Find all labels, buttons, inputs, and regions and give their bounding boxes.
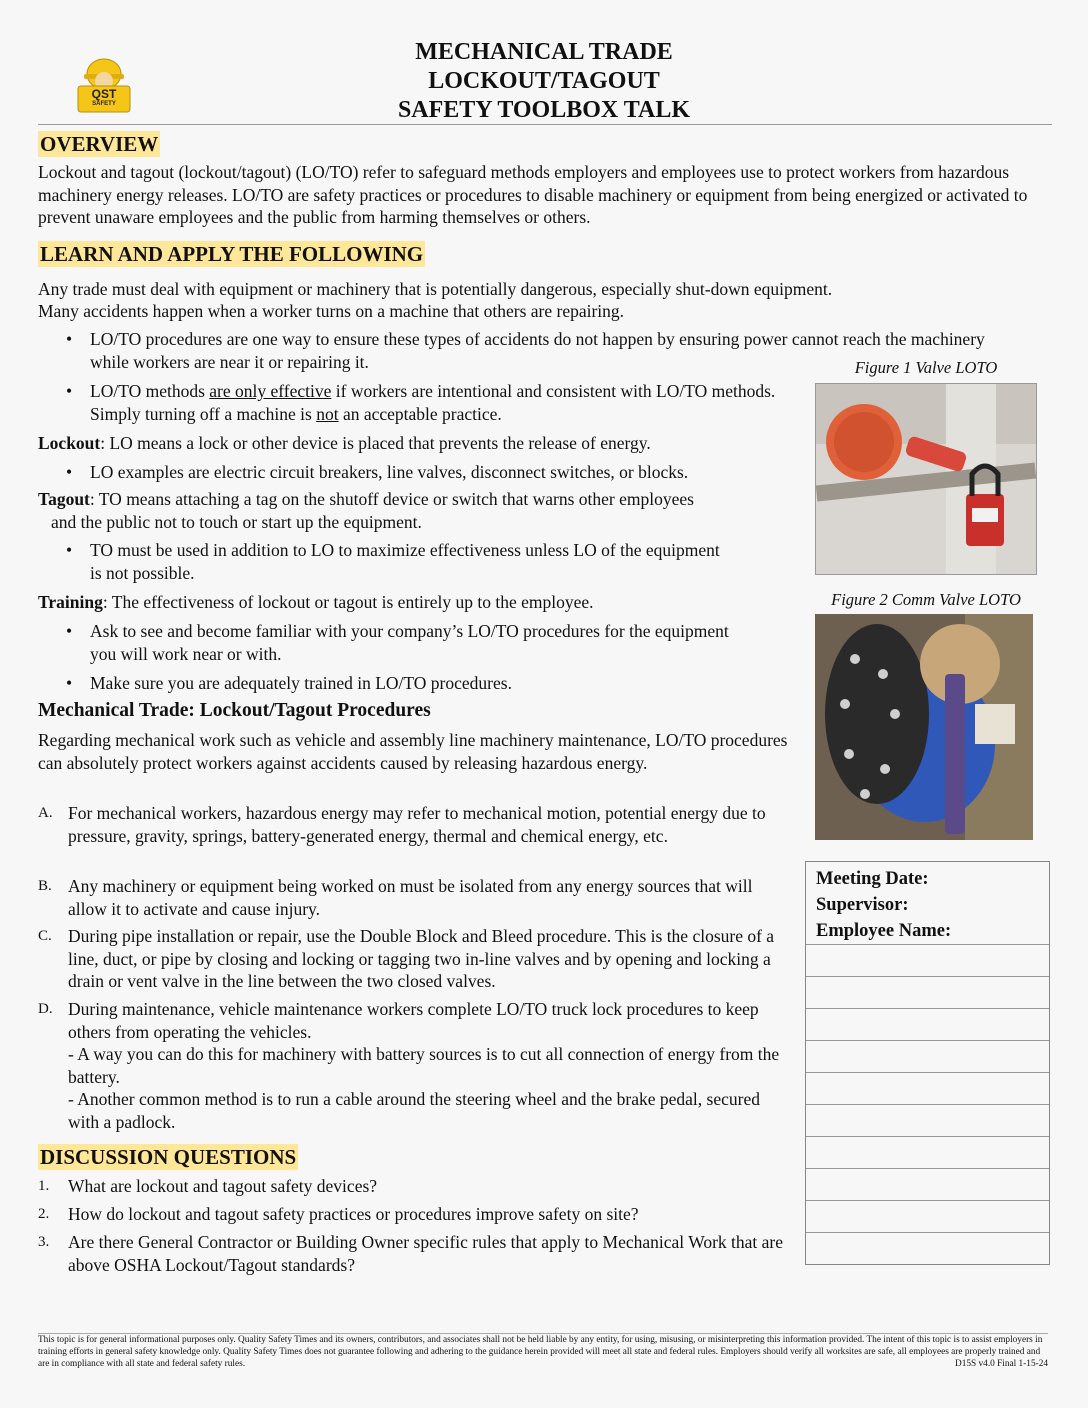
sign-in-table bbox=[805, 861, 1050, 1265]
signature-row[interactable] bbox=[806, 1169, 1049, 1201]
figure-2-photo bbox=[815, 614, 1033, 840]
figure-1-photo bbox=[815, 383, 1037, 575]
procedure-d-sub-2: - Another common method is to run a cable around the steering wheel and the brake pedal, secured with a padlock. bbox=[68, 1089, 760, 1132]
list-item: • LO/TO methods are only effective if workers are intentional and consistent with LO/TO methods. Simply turning off a machine is not an acceptable practice. bbox=[66, 381, 776, 424]
sign-in-header bbox=[806, 862, 1049, 945]
learn-intro-1: Any trade must deal with equipment or machinery that is potentially dangerous, especially shut-down equipment. bbox=[38, 279, 833, 299]
list-item: • Make sure you are adequately trained in LO/TO procedures. bbox=[66, 673, 512, 693]
list-item: • Ask to see and become familiar with your company’s LO/TO procedures for the equipment you will work near or with. bbox=[66, 621, 729, 664]
footer bbox=[38, 1333, 1048, 1370]
list-item: 3. Are there General Contractor or Building Owner specific rules that apply to Mechanical Work that are above OSHA Lockout/Tagout standards? bbox=[38, 1232, 784, 1275]
signature-row[interactable] bbox=[806, 1233, 1049, 1264]
footer-disclaimer: This topic is for general informational purposes only. Quality Safety Times and its owners, contributors, and associates shall not be held liable by any entity, for using, misusing, or misinterpreting this information provided. The intent of this topic is to assist employers in training efforts in general safety knowledge only. Quality Safety Times does not guarantee following and adhering to the guidance herein provided will meet all state and federal rules. Employers should verify all worksites are safe, all employees are properly trained and are in compliance with all state and federal safety rules. bbox=[38, 1335, 1043, 1369]
list-item: • LO/TO procedures are one way to ensure these types of accidents do not happen by ensuring power cannot reach the machinery while workers are near it or repairing it. bbox=[66, 329, 985, 372]
signature-row[interactable] bbox=[806, 1009, 1049, 1041]
overview-text: Lockout and tagout (lockout/tagout) (LO/TO) refer to safeguard methods employers and employees use to protect workers from hazardous machinery energy releases. LO/TO are safety practices or procedures to disable machinery or equipment from being energized or activated to prevent unaware employees and the public from harming themselves or others. bbox=[38, 162, 1028, 227]
signature-row[interactable] bbox=[806, 1137, 1049, 1169]
list-item: • LO examples are electric circuit breakers, line valves, disconnect switches, or blocks. bbox=[66, 462, 689, 482]
signature-row[interactable] bbox=[806, 945, 1049, 977]
title-line-1: MECHANICAL TRADE bbox=[415, 39, 673, 65]
learn-heading: LEARN AND APPLY THE FOLLOWING bbox=[40, 242, 424, 266]
list-item: • TO must be used in addition to LO to maximize effectiveness unless LO of the equipment is not possible. bbox=[66, 540, 720, 583]
procedures-intro: Regarding mechanical work such as vehicle and assembly line machinery maintenance, LO/TO procedures can absolutely protect workers against accidents caused by releasing hazardous energy. bbox=[38, 730, 788, 773]
procedure-d-sub-1: - A way you can do this for machinery with battery sources is to cut all connection of energy from the battery. bbox=[68, 1044, 780, 1087]
learn-intro-2: Many accidents happen when a worker turns on a machine that others are repairing. bbox=[38, 301, 625, 321]
list-item: C. During pipe installation or repair, use the Double Block and Bleed procedure. This is the closure of a line, duct, or pipe by closing and locking or tagging two in-line valves and by opening and locking a drain or vent valve in the line between the two closed valves. bbox=[38, 926, 775, 991]
employee-name-label: Employee Name: bbox=[816, 921, 952, 941]
figure-2-caption: Figure 2 Comm Valve LOTO bbox=[831, 590, 1021, 609]
lockout-definition: Lockout: LO means a lock or other device is placed that prevents the release of energy. bbox=[38, 433, 651, 453]
overview-heading: OVERVIEW bbox=[40, 132, 159, 156]
list-item: 1. What are lockout and tagout safety devices? bbox=[38, 1176, 378, 1196]
bullet-icon: • bbox=[66, 329, 73, 349]
training-definition: Training: The effectiveness of lockout or tagout is entirely up to the employee. bbox=[38, 592, 594, 612]
bullet-icon: • bbox=[66, 462, 73, 482]
list-item: B. Any machinery or equipment being worked on must be isolated from any energy sources that will allow it to activate and cause injury. bbox=[38, 876, 753, 919]
bullet-icon: • bbox=[66, 673, 73, 693]
page-title bbox=[0, 38, 1088, 125]
procedures-heading: Mechanical Trade: Lockout/Tagout Procedures bbox=[38, 700, 431, 721]
signature-row[interactable] bbox=[806, 1073, 1049, 1105]
bullet-icon: • bbox=[66, 621, 73, 641]
supervisor-label: Supervisor: bbox=[816, 895, 909, 915]
list-item: D. During maintenance, vehicle maintenance workers complete LO/TO truck lock procedures to keep others from operating the vehicles. - A way you can do this for machinery with battery sources is to cut all connection of energy from the battery. - Another common method is to run a cable around the steering wheel and the brake pedal, secured with a padlock. bbox=[68, 998, 788, 1133]
document-code: D15S v4.0 Final 1-15-24 bbox=[955, 1359, 1048, 1369]
discussion-heading: DISCUSSION QUESTIONS bbox=[40, 1145, 297, 1169]
title-line-3: SAFETY TOOLBOX TALK bbox=[397, 97, 691, 123]
meeting-date-label: Meeting Date: bbox=[816, 869, 929, 889]
figure-1-caption: Figure 1 Valve LOTO bbox=[854, 358, 998, 377]
title-line-2: LOCKOUT/TAGOUT bbox=[428, 68, 660, 94]
logo-subtext: SAFETY bbox=[92, 101, 116, 107]
title-divider bbox=[38, 124, 1052, 125]
bullet-icon: • bbox=[66, 381, 73, 401]
tagout-definition: Tagout: TO means attaching a tag on the shutoff device or switch that warns other employees and the public not to touch or start up the equipment. bbox=[38, 489, 694, 532]
list-item: 2. How do lockout and tagout safety practices or procedures improve safety on site? bbox=[38, 1204, 639, 1224]
bullet-icon: • bbox=[66, 540, 73, 560]
signature-row[interactable] bbox=[806, 1105, 1049, 1137]
signature-row[interactable] bbox=[806, 1041, 1049, 1073]
list-item: A. For mechanical workers, hazardous energy may refer to mechanical motion, potential energy due to pressure, gravity, springs, battery-generated energy, thermal and chemical energy, etc. bbox=[38, 803, 766, 846]
signature-row[interactable] bbox=[806, 1201, 1049, 1233]
signature-row[interactable] bbox=[806, 977, 1049, 1009]
logo-text: QST bbox=[91, 87, 117, 101]
